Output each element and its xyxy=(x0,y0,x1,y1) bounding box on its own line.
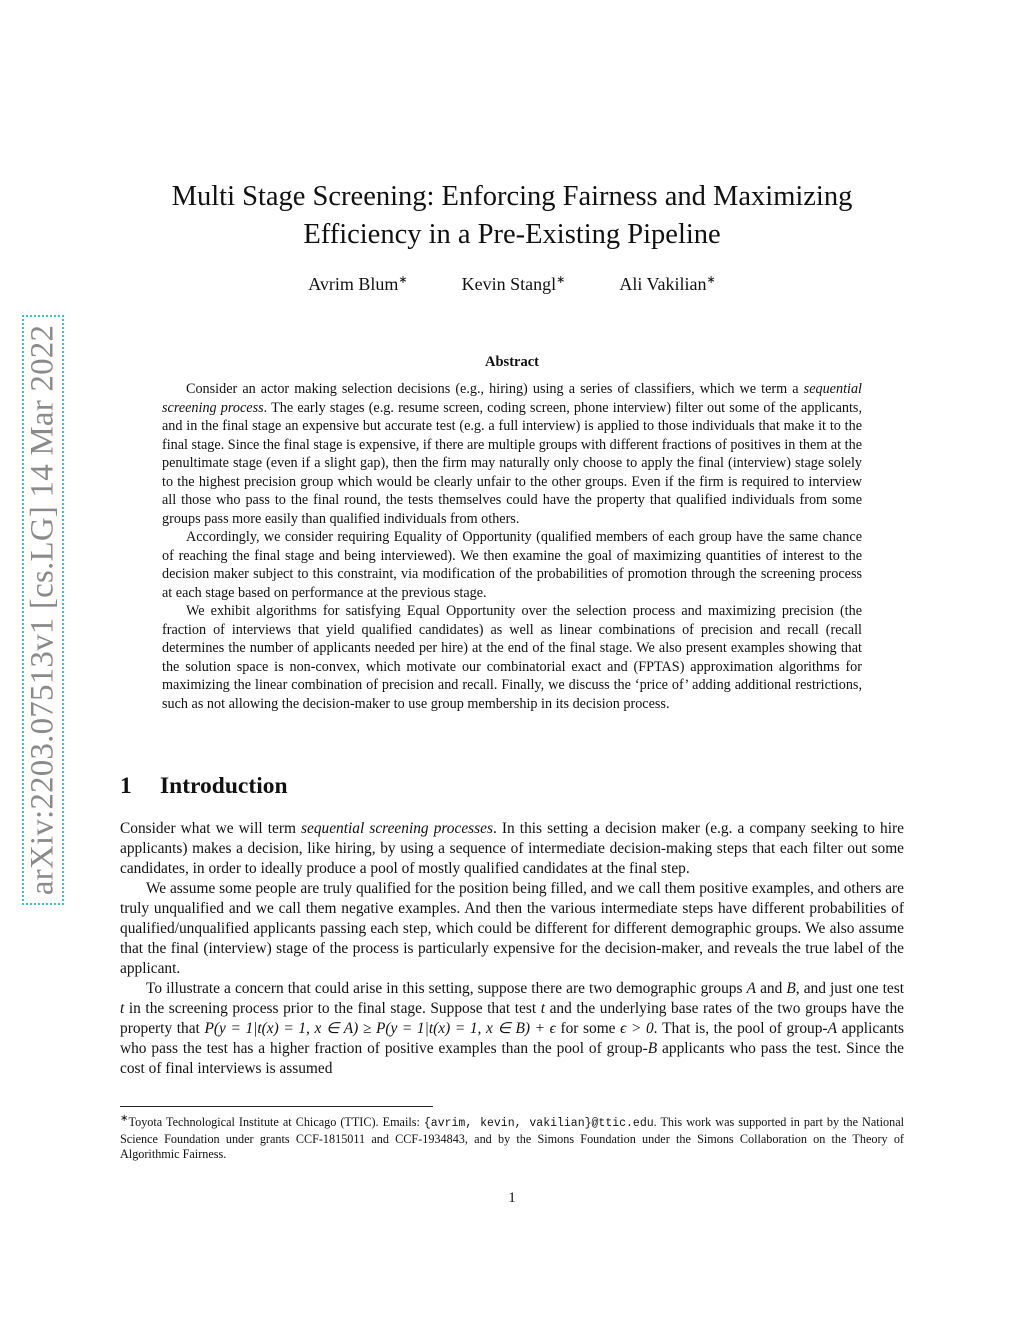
section-heading xyxy=(120,773,288,800)
page-number: 1 xyxy=(508,1190,516,1206)
intro-paragraph-2: We assume some people are truly qualified for the position being filled, and we call them positive examples, and others are truly unqualified and we call them negative examples. And then the various intermediate steps have different probabilities of qualified/unqualified applicants passing each step, which could be different for different demographic groups. We also assume that the final (interview) stage of the process is particularly expensive for the decision-maker, and reveals the true label of the applicant. xyxy=(120,880,904,977)
intro-paragraph-3: To illustrate a concern that could arise in this setting, suppose there are two demographic groups A and B, and just one test t in the screening process prior to the final stage. Suppose that test t and the underlying base rates of the two groups have the property that P(y = 1|t(x) = 1, x ∈ A) ≥ P(y = 1|t(x) = 1, x ∈ B) + ϵ for some ϵ > 0. That is, the pool of group-A applicants who pass the test has a higher fraction of positive examples than the pool of group-B applicants who pass the test. Since the cost of final interviews is assumed xyxy=(120,980,905,1077)
section-title: Introduction xyxy=(160,773,288,799)
abstract-paragraph-2: Accordingly, we consider requiring Equality of Opportunity (qualified members of each group have the same chance of reaching the final stage and being interviewed). We then examine the goal of maximizing quantities of interest to the decision maker subject to this constraint, via modification of the probabilities of promotion through the screening process at each stage based on performance at the previous stage. xyxy=(162,529,862,601)
arxiv-stamp: arXiv:2203.07513v1 [cs.LG] 14 Mar 2022 xyxy=(24,324,61,896)
inequality-formula: P(y = 1|t(x) = 1, x ∈ A) ≥ P(y = 1|t(x) = 1, x ∈ B) + ϵ xyxy=(204,1020,556,1037)
abstract-body xyxy=(162,380,862,713)
paper-title xyxy=(120,178,904,254)
section-number: 1 xyxy=(120,773,132,799)
author-2: Kevin Stangl∗ xyxy=(461,274,566,294)
abstract-paragraph-1: Consider an actor making selection decisions (e.g., hiring) using a series of classifiers, which we term a sequential screening process. The early stages (e.g. resume screen, coding screen, phone interview) filter out some of the applicants, and in the final stage an expensive but accurate test (e.g. a full interview) is applied to those individuals that make it to the final stage. Since the final stage is expensive, if there are multiple groups with different fractions of positives in them at the penultimate stage (even if a slight gap), then the firm may naturally only choose to apply the final (interview) stage solely to the highest precision group which would be clearly unfair to the other groups. Even if the firm is required to interview all those who pass to the final round, the tests themselves could have the property that qualified individuals from some groups pass more easily than qualified individuals from others. xyxy=(162,381,862,527)
abstract-paragraph-3: We exhibit algorithms for satisfying Equal Opportunity over the selection process and maximizing precision (the fraction of interviews that yield qualified candidates) as well as linear combinations of precision and recall (recall determines the number of applicants needed per hire) at the end of the final stage. We also present examples showing that the solution space is non-convex, which motivate our combinatorial exact and (FPTAS) approximation algorithms for maximizing the linear combination of precision and recall. Finally, we discuss the ‘price of’ adding additional restrictions, such as not allowing the decision-maker to use group membership in its decision process. xyxy=(162,603,862,712)
title-line-2: Efficiency in a Pre-Existing Pipeline xyxy=(303,219,721,250)
author-1: Avrim Blum∗ xyxy=(308,274,408,294)
footnote-rule xyxy=(120,1106,433,1107)
author-3: Ali Vakilian∗ xyxy=(619,274,716,294)
intro-paragraph-1: Consider what we will term sequential screening processes. In this setting a decision maker (e.g. a company seeking to hire applicants) makes a decision, like hiring, by using a sequence of intermediate decision-making steps that each filter out some candidates, in order to ideally produce a pool of mostly qualified candidates at the final step. xyxy=(120,820,904,877)
abstract-heading: Abstract xyxy=(485,354,539,370)
title-line-1: Multi Stage Screening: Enforcing Fairness and Maximizing xyxy=(171,181,853,212)
author-list xyxy=(120,273,904,295)
intro-body xyxy=(120,819,904,1079)
footnote: ∗Toyota Technological Institute at Chicago (TTIC). Emails: {avrim, kevin, vakilian}@ttic.edu. This work was supported in part by the National Science Foundation under grants CCF-1815011 and CCF-1934843, and by the Simons Foundation under the Simons Collaboration on the Theory of Algorithmic Fairness. xyxy=(120,1113,904,1162)
email-address: {avrim, kevin, vakilian}@ttic.edu xyxy=(423,1117,654,1131)
